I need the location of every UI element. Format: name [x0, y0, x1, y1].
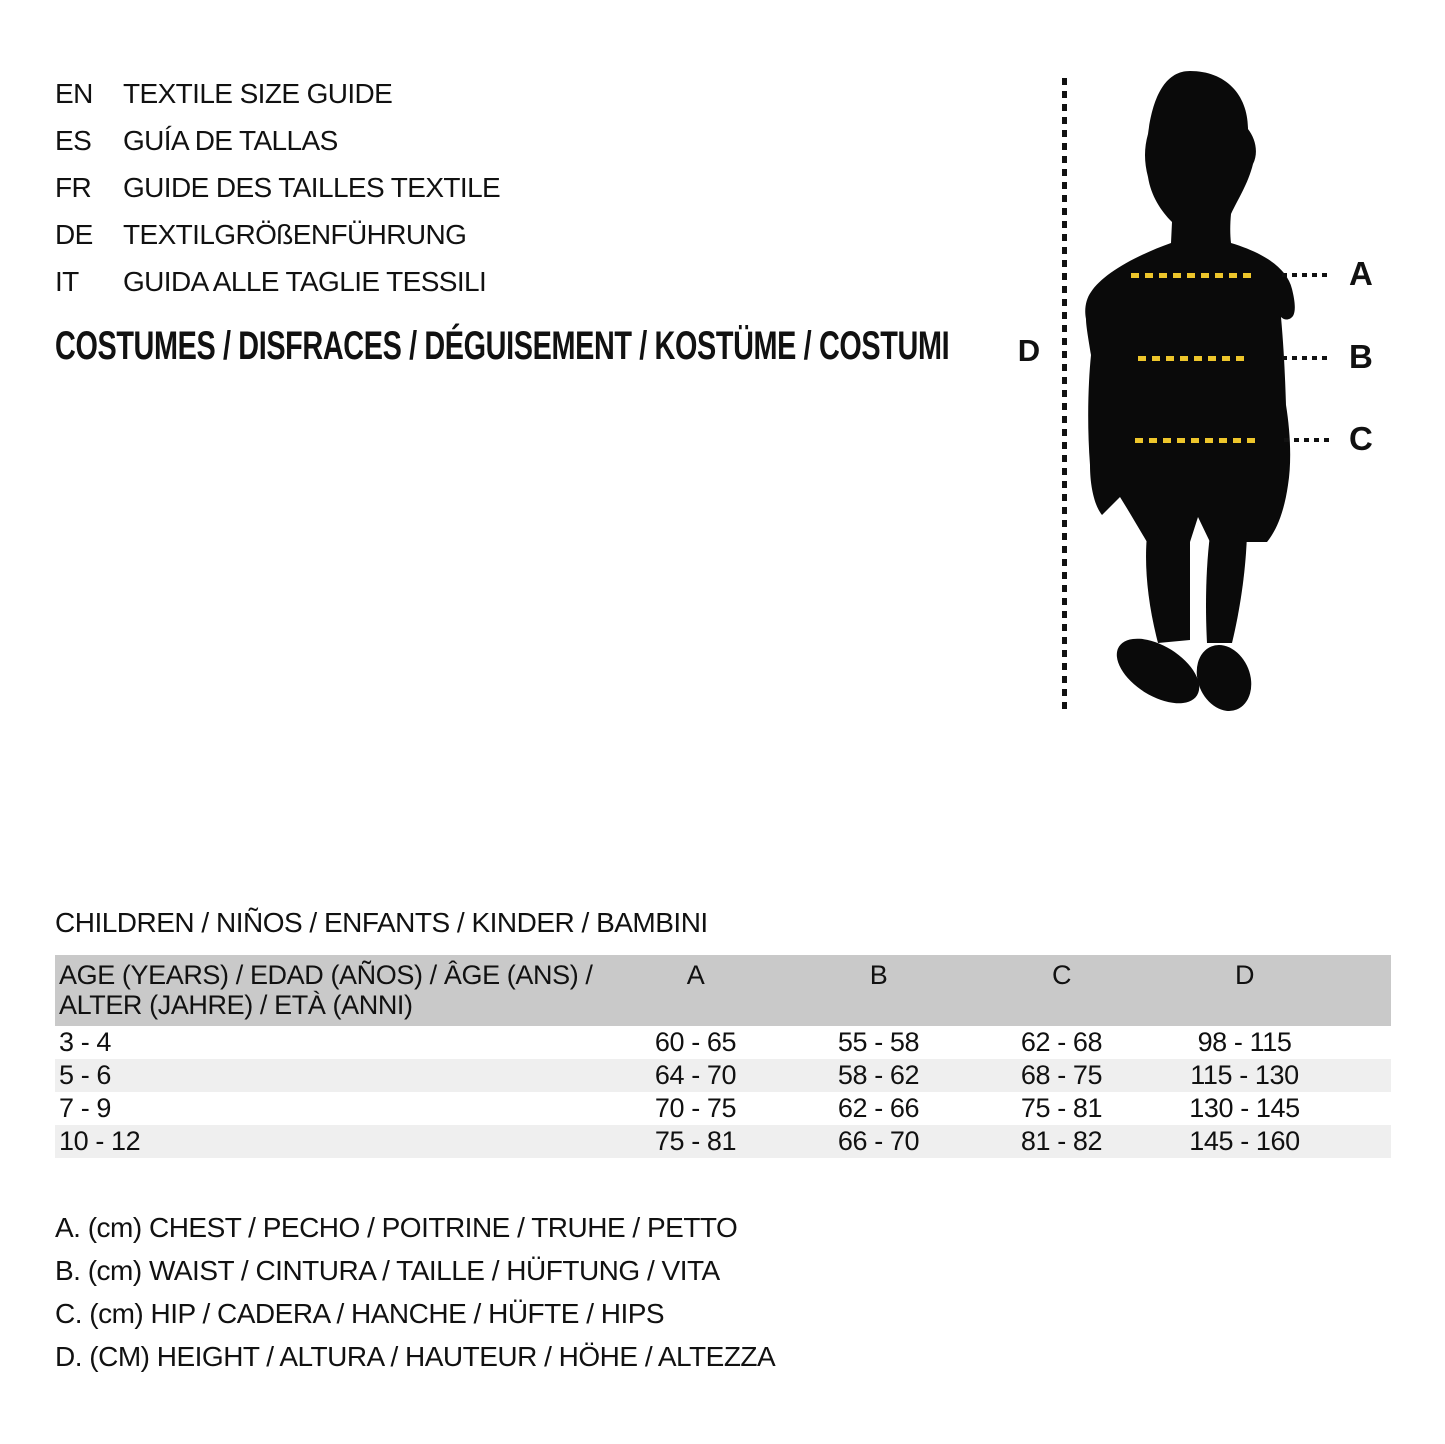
language-code: FR — [55, 172, 92, 203]
column-header-c: C — [1051, 960, 1072, 990]
marker-label-b: B — [1349, 338, 1373, 375]
waist-measure-line — [1138, 356, 1248, 361]
language-title: GUIDA ALLE TAGLIE TESSILI — [123, 266, 487, 297]
column-header-d: D — [1234, 960, 1255, 990]
height-label: D — [1017, 333, 1041, 368]
chest-cell: 75 - 81 — [654, 1126, 737, 1156]
language-row — [55, 164, 500, 211]
waist-cell: 55 - 58 — [837, 1027, 920, 1057]
age-column-header — [55, 960, 604, 1020]
language-code: IT — [55, 266, 79, 297]
height-cell: 98 - 115 — [1197, 1027, 1292, 1057]
hip-cell: 81 - 82 — [1020, 1126, 1103, 1156]
hip-cell: 75 - 81 — [1020, 1093, 1103, 1123]
language-row — [55, 211, 500, 258]
language-title: GUÍA DE TALLAS — [123, 125, 338, 156]
table-header-row — [55, 955, 1391, 1026]
table-row — [55, 1125, 1391, 1158]
waist-cell: 62 - 66 — [837, 1093, 920, 1123]
age-header-line1: AGE (YEARS) / EDAD (AÑOS) / ÂGE (ANS) / — [59, 960, 593, 990]
chest-cell: 64 - 70 — [654, 1060, 737, 1090]
height-cell: 115 - 130 — [1190, 1060, 1299, 1090]
language-title-list — [55, 70, 500, 305]
height-cell: 145 - 160 — [1189, 1126, 1300, 1156]
table-section-title: CHILDREN / NIÑOS / ENFANTS / KINDER / BAMBINI — [55, 907, 708, 938]
legend-waist: B. (cm) WAIST / CINTURA / TAILLE / HÜFTUNG / VITA — [55, 1255, 720, 1286]
chest-cell: 70 - 75 — [654, 1093, 737, 1123]
language-title: TEXTILE SIZE GUIDE — [123, 78, 393, 109]
table-row — [55, 1026, 1391, 1059]
age-header-line2: ALTER (JAHRE) / ETÀ (ANNI) — [59, 990, 413, 1020]
column-header-a: A — [686, 960, 705, 990]
table-row — [55, 1059, 1391, 1092]
hip-leader-line — [1284, 438, 1332, 442]
waist-cell: 58 - 62 — [837, 1060, 920, 1090]
column-header-b: B — [869, 960, 888, 990]
age-cell: 7 - 9 — [59, 1093, 112, 1123]
child-silhouette-image — [1040, 65, 1340, 715]
waist-cell: 66 - 70 — [837, 1126, 920, 1156]
hip-cell: 62 - 68 — [1020, 1027, 1103, 1057]
language-code: ES — [55, 125, 92, 156]
language-row — [55, 258, 500, 305]
age-cell: 3 - 4 — [59, 1027, 112, 1057]
legend-height: D. (CM) HEIGHT / ALTURA / HAUTEUR / HÖHE / ALTEZZA — [55, 1341, 776, 1372]
height-dotted-line — [1062, 78, 1067, 714]
marker-label-a: A — [1349, 255, 1373, 292]
category-title: COSTUMES / DISFRACES / DÉGUISEMENT / KOSTÜME / COSTUMI — [55, 324, 950, 368]
age-cell: 10 - 12 — [59, 1126, 141, 1156]
hip-measure-line — [1135, 438, 1258, 443]
chest-cell: 60 - 65 — [654, 1027, 737, 1057]
hip-cell: 68 - 75 — [1020, 1060, 1103, 1090]
language-title: GUIDE DES TAILLES TEXTILE — [123, 172, 501, 203]
language-code: DE — [55, 219, 93, 250]
height-cell: 130 - 145 — [1189, 1093, 1300, 1123]
chest-measure-line — [1131, 273, 1255, 278]
language-row — [55, 70, 500, 117]
language-row — [55, 117, 500, 164]
children-size-table — [55, 955, 1391, 1158]
marker-label-c: C — [1349, 420, 1373, 457]
legend-chest: A. (cm) CHEST / PECHO / POITRINE / TRUHE / PETTO — [55, 1212, 738, 1243]
chest-leader-line — [1282, 273, 1332, 277]
table-row — [55, 1092, 1391, 1125]
waist-leader-line — [1282, 356, 1330, 360]
legend-hip: C. (cm) HIP / CADERA / HANCHE / HÜFTE / HIPS — [55, 1298, 665, 1329]
language-title: TEXTILGRÖßENFÜHRUNG — [123, 219, 467, 250]
age-cell: 5 - 6 — [59, 1060, 112, 1090]
language-code: EN — [55, 78, 93, 109]
measurement-legend — [55, 1206, 775, 1378]
